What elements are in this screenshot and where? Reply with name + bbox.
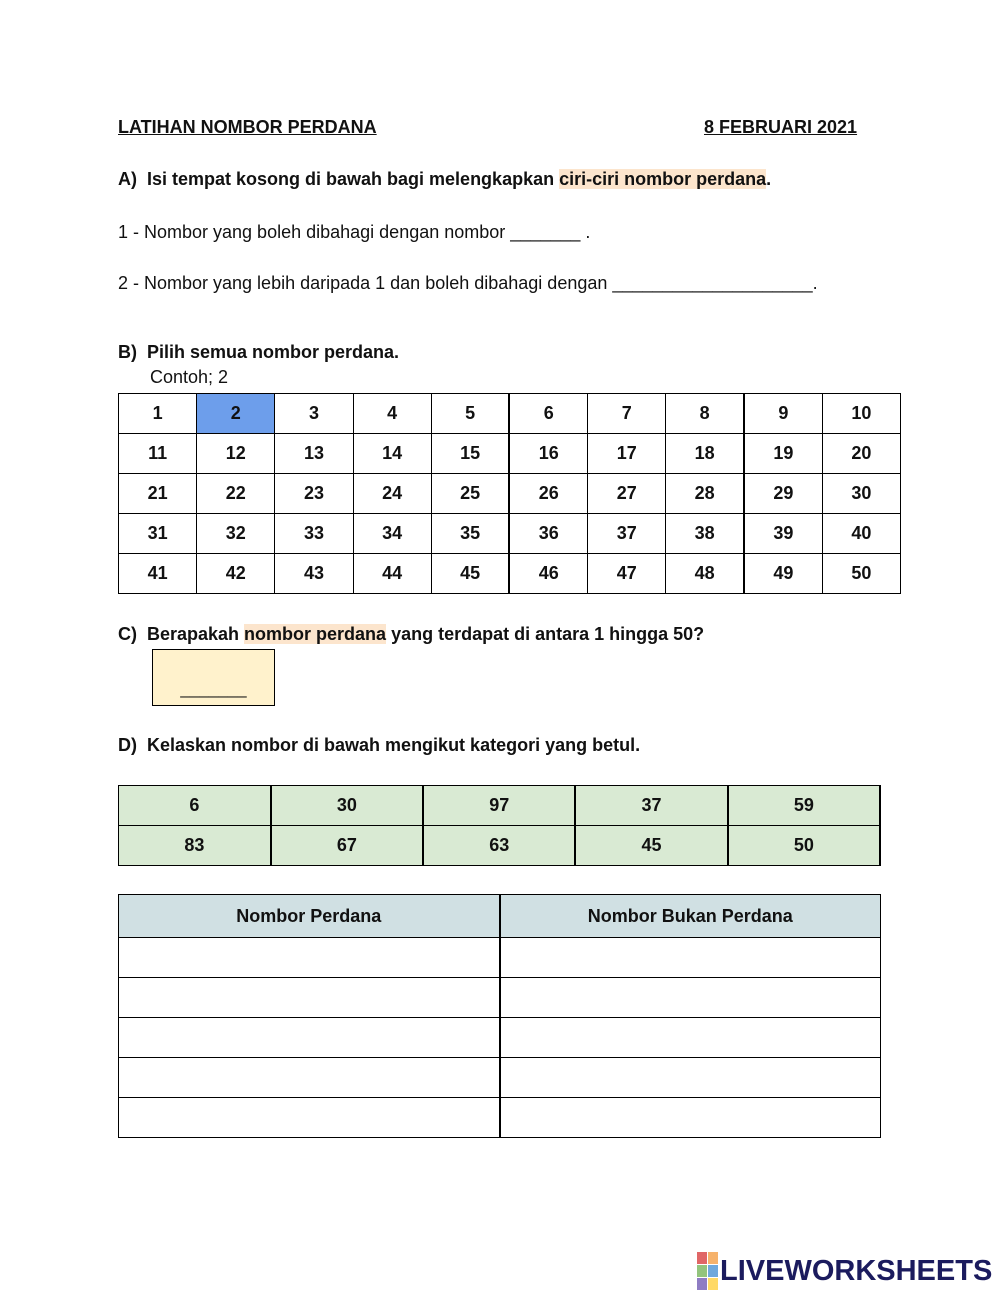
number-cell-45[interactable]: 45 xyxy=(431,554,509,594)
number-cell-48[interactable]: 48 xyxy=(666,554,744,594)
number-cell-49[interactable]: 49 xyxy=(744,554,822,594)
classify-number-50[interactable]: 50 xyxy=(728,826,880,866)
number-cell-29[interactable]: 29 xyxy=(744,474,822,514)
classification-row xyxy=(119,1098,881,1138)
column-non-prime-header: Nombor Bukan Perdana xyxy=(500,895,881,938)
number-cell-22[interactable]: 22 xyxy=(197,474,275,514)
prime-drop-cell[interactable] xyxy=(119,1018,500,1058)
number-cell-44[interactable]: 44 xyxy=(353,554,431,594)
number-cell-17[interactable]: 17 xyxy=(588,434,666,474)
section-a-heading-end: . xyxy=(766,169,772,189)
number-cell-41[interactable]: 41 xyxy=(119,554,197,594)
number-cell-46[interactable]: 46 xyxy=(509,554,587,594)
number-cell-24[interactable]: 24 xyxy=(353,474,431,514)
number-cell-30[interactable]: 30 xyxy=(822,474,900,514)
number-cell-10[interactable]: 10 xyxy=(822,394,900,434)
number-cell-9[interactable]: 9 xyxy=(744,394,822,434)
column-prime-header: Nombor Perdana xyxy=(119,895,500,938)
logo-icon xyxy=(697,1252,718,1290)
section-a-highlight: ciri-ciri nombor perdana xyxy=(559,169,767,189)
number-cell-33[interactable]: 33 xyxy=(275,514,353,554)
number-cell-50[interactable]: 50 xyxy=(822,554,900,594)
non-prime-drop-cell[interactable] xyxy=(500,1058,881,1098)
section-c-heading xyxy=(118,624,704,645)
logo-block xyxy=(697,1265,707,1277)
section-a-item-1: 1 - Nombor yang boleh dibahagi dengan nombor _______ . xyxy=(118,222,591,242)
number-cell-36[interactable]: 36 xyxy=(509,514,587,554)
classify-number-37[interactable]: 37 xyxy=(575,786,727,826)
answer-blank: _______ xyxy=(180,679,247,698)
number-cell-20[interactable]: 20 xyxy=(822,434,900,474)
number-cell-23[interactable]: 23 xyxy=(275,474,353,514)
number-cell-3[interactable]: 3 xyxy=(275,394,353,434)
classification-row xyxy=(119,1018,881,1058)
number-cell-4[interactable]: 4 xyxy=(353,394,431,434)
prime-drop-cell[interactable] xyxy=(119,938,500,978)
number-cell-39[interactable]: 39 xyxy=(744,514,822,554)
grid-row xyxy=(119,394,901,434)
classification-row xyxy=(119,938,881,978)
number-cell-40[interactable]: 40 xyxy=(822,514,900,554)
number-cell-35[interactable]: 35 xyxy=(431,514,509,554)
number-cell-12[interactable]: 12 xyxy=(197,434,275,474)
numbers-to-classify xyxy=(118,785,881,866)
number-cell-47[interactable]: 47 xyxy=(588,554,666,594)
logo-text: LIVEWORKSHEETS xyxy=(720,1254,993,1287)
number-cell-19[interactable]: 19 xyxy=(744,434,822,474)
logo-block xyxy=(697,1278,707,1290)
number-cell-42[interactable]: 42 xyxy=(197,554,275,594)
section-a-heading-text: A) Isi tempat kosong di bawah bagi melengkapkan xyxy=(118,169,560,189)
number-cell-38[interactable]: 38 xyxy=(666,514,744,554)
number-cell-2[interactable]: 2 xyxy=(197,394,275,434)
section-c-heading-end: yang terdapat di antara 1 hingga 50? xyxy=(386,624,705,644)
number-cell-6[interactable]: 6 xyxy=(509,394,587,434)
worksheet-title: LATIHAN NOMBOR PERDANA xyxy=(118,117,377,137)
number-cell-34[interactable]: 34 xyxy=(353,514,431,554)
classify-row xyxy=(119,786,881,826)
number-cell-15[interactable]: 15 xyxy=(431,434,509,474)
classify-number-45[interactable]: 45 xyxy=(575,826,727,866)
classify-number-63[interactable]: 63 xyxy=(423,826,575,866)
grid-row xyxy=(119,474,901,514)
grid-row xyxy=(119,554,901,594)
number-cell-31[interactable]: 31 xyxy=(119,514,197,554)
prime-drop-cell[interactable] xyxy=(119,1058,500,1098)
classify-number-97[interactable]: 97 xyxy=(423,786,575,826)
number-cell-14[interactable]: 14 xyxy=(353,434,431,474)
classify-number-59[interactable]: 59 xyxy=(728,786,880,826)
section-b-example: Contoh; 2 xyxy=(150,367,229,387)
number-cell-43[interactable]: 43 xyxy=(275,554,353,594)
number-cell-26[interactable]: 26 xyxy=(509,474,587,514)
classification-table xyxy=(118,894,881,1138)
classification-row xyxy=(119,978,881,1018)
prime-selection-grid xyxy=(118,393,901,594)
classify-row xyxy=(119,826,881,866)
prime-drop-cell[interactable] xyxy=(119,1098,500,1138)
liveworksheets-logo xyxy=(697,1252,992,1290)
prime-drop-cell[interactable] xyxy=(119,978,500,1018)
number-cell-16[interactable]: 16 xyxy=(509,434,587,474)
non-prime-drop-cell[interactable] xyxy=(500,938,881,978)
section-d-heading: D) Kelaskan nombor di bawah mengikut kategori yang betul. xyxy=(118,735,641,755)
logo-block xyxy=(708,1252,718,1264)
section-a-heading xyxy=(118,169,771,190)
non-prime-drop-cell[interactable] xyxy=(500,978,881,1018)
non-prime-drop-cell[interactable] xyxy=(500,1098,881,1138)
classify-number-6[interactable]: 6 xyxy=(119,786,271,826)
section-c-heading-text: C) Berapakah xyxy=(118,624,245,644)
grid-row xyxy=(119,514,901,554)
section-c-highlight: nombor perdana xyxy=(244,624,387,644)
number-cell-1[interactable]: 1 xyxy=(119,394,197,434)
section-a-item-2: 2 - Nombor yang lebih daripada 1 dan boleh dibahagi dengan ____________________. xyxy=(118,273,818,293)
logo-block xyxy=(708,1265,718,1277)
number-cell-25[interactable]: 25 xyxy=(431,474,509,514)
number-cell-8[interactable]: 8 xyxy=(666,394,744,434)
number-cell-11[interactable]: 11 xyxy=(119,434,197,474)
number-cell-18[interactable]: 18 xyxy=(666,434,744,474)
non-prime-drop-cell[interactable] xyxy=(500,1018,881,1058)
classify-number-83[interactable]: 83 xyxy=(119,826,271,866)
classification-row xyxy=(119,1058,881,1098)
number-cell-5[interactable]: 5 xyxy=(431,394,509,434)
prime-count-answer-box[interactable] xyxy=(152,649,275,706)
logo-block xyxy=(708,1278,718,1290)
number-cell-32[interactable]: 32 xyxy=(197,514,275,554)
number-cell-7[interactable]: 7 xyxy=(588,394,666,434)
classify-number-67[interactable]: 67 xyxy=(271,826,423,866)
worksheet-date: 8 FEBRUARI 2021 xyxy=(704,117,858,137)
number-cell-13[interactable]: 13 xyxy=(275,434,353,474)
classify-number-30[interactable]: 30 xyxy=(271,786,423,826)
number-cell-27[interactable]: 27 xyxy=(588,474,666,514)
number-cell-37[interactable]: 37 xyxy=(588,514,666,554)
grid-row xyxy=(119,434,901,474)
logo-block xyxy=(697,1252,707,1264)
number-cell-28[interactable]: 28 xyxy=(666,474,744,514)
section-b-heading: B) Pilih semua nombor perdana. xyxy=(118,342,400,362)
number-cell-21[interactable]: 21 xyxy=(119,474,197,514)
